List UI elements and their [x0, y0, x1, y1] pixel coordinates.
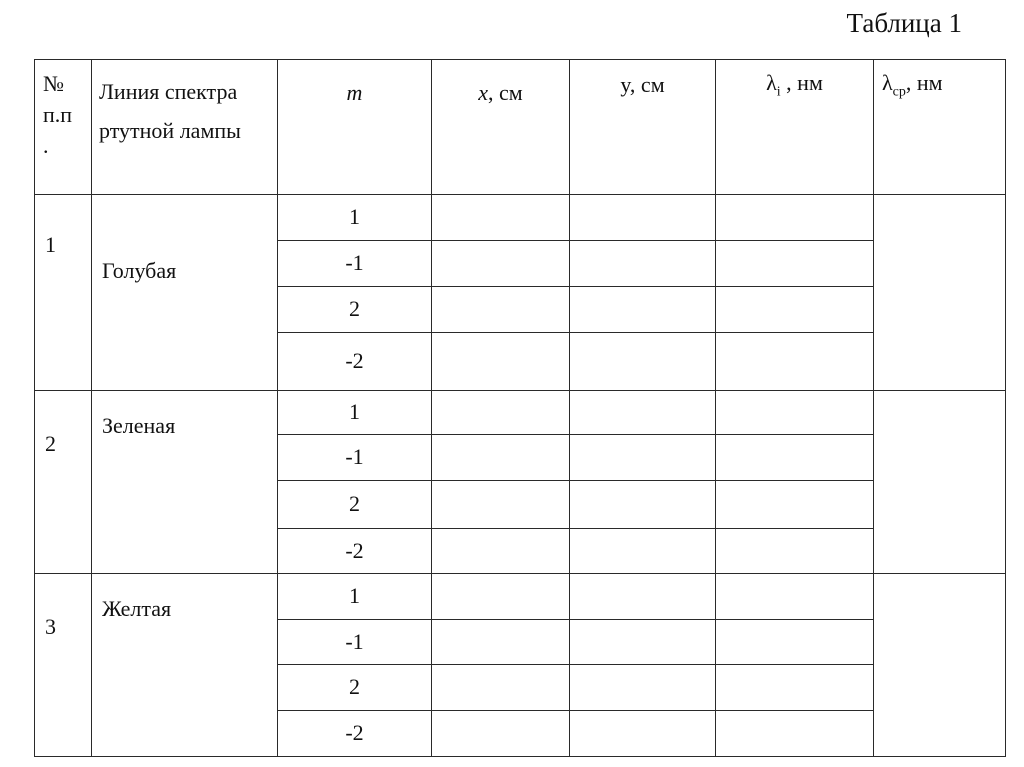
row-number-2: 2: [35, 391, 92, 574]
x-cell: [432, 391, 570, 435]
header-number-line1: №: [43, 71, 64, 96]
x-cell: [432, 241, 570, 287]
header-number-line3: .: [43, 133, 49, 158]
lambda-i-cell: [716, 620, 874, 665]
y-cell: [570, 574, 716, 620]
header-x-var: x: [478, 80, 489, 105]
m-value: -2: [278, 333, 432, 391]
m-value: 2: [278, 665, 432, 711]
lambda-i-cell: [716, 529, 874, 574]
x-cell: [432, 711, 570, 757]
y-cell: [570, 665, 716, 711]
x-cell: [432, 435, 570, 481]
header-number: [35, 60, 92, 195]
x-cell: [432, 481, 570, 529]
lambda-i-cell: [716, 241, 874, 287]
header-lambda-cp-sub: ср: [892, 84, 906, 100]
row-name-2: Зеленая: [92, 391, 278, 574]
m-value: 1: [278, 391, 432, 435]
header-spectrum-line: [92, 60, 278, 195]
header-lambda-i-unit: , нм: [780, 70, 823, 95]
header-m: [278, 60, 432, 195]
m-value: -1: [278, 435, 432, 481]
m-value: 2: [278, 481, 432, 529]
m-value: -1: [278, 620, 432, 665]
header-y-label: y, см: [620, 72, 665, 97]
header-x-unit: , см: [488, 80, 523, 105]
lambda-i-cell: [716, 665, 874, 711]
header-lambda-i: [716, 60, 874, 195]
header-lambda-cp-symbol: λ: [882, 70, 893, 95]
y-cell: [570, 195, 716, 241]
m-value: 2: [278, 287, 432, 333]
y-cell: [570, 391, 716, 435]
table-row: [35, 195, 1006, 241]
lambda-i-cell: [716, 574, 874, 620]
row-number-3: 3: [35, 574, 92, 757]
m-value: 1: [278, 195, 432, 241]
x-cell: [432, 574, 570, 620]
y-cell: [570, 529, 716, 574]
m-value: -2: [278, 529, 432, 574]
x-cell: [432, 287, 570, 333]
header-lambda-i-symbol: λ: [766, 70, 777, 95]
x-cell: [432, 529, 570, 574]
lambda-cp-cell: [874, 391, 1006, 574]
lambda-i-cell: [716, 435, 874, 481]
x-cell: [432, 620, 570, 665]
lambda-i-cell: [716, 287, 874, 333]
x-cell: [432, 195, 570, 241]
lambda-i-cell: [716, 481, 874, 529]
y-cell: [570, 333, 716, 391]
lambda-i-cell: [716, 195, 874, 241]
lambda-cp-cell: [874, 574, 1006, 757]
m-value: -2: [278, 711, 432, 757]
y-cell: [570, 711, 716, 757]
lambda-cp-cell: [874, 195, 1006, 391]
row-name-3: Желтая: [92, 574, 278, 757]
lambda-i-cell: [716, 391, 874, 435]
table-caption: Таблица 1: [846, 8, 962, 38]
header-number-line2: п.п: [43, 102, 73, 127]
header-lambda-cp-unit: , нм: [905, 70, 943, 95]
table-row: [35, 391, 1006, 435]
header-lambda-cp: [874, 60, 1006, 195]
row-number-1: 1: [35, 195, 92, 391]
table-row: [35, 574, 1006, 620]
header-m-label: m: [346, 80, 363, 105]
y-cell: [570, 435, 716, 481]
row-name-1: Голубая: [92, 195, 278, 391]
x-cell: [432, 665, 570, 711]
measurement-table: [34, 59, 1006, 757]
header-row: [35, 60, 1006, 195]
y-cell: [570, 620, 716, 665]
y-cell: [570, 481, 716, 529]
header-spectrum-line2: ртутной лампы: [99, 118, 241, 143]
x-cell: [432, 333, 570, 391]
m-value: -1: [278, 241, 432, 287]
y-cell: [570, 287, 716, 333]
lambda-i-cell: [716, 333, 874, 391]
header-lambda-i-sub: i: [776, 84, 781, 100]
lambda-i-cell: [716, 711, 874, 757]
header-y: [570, 60, 716, 195]
y-cell: [570, 241, 716, 287]
header-x: [432, 60, 570, 195]
m-value: 1: [278, 574, 432, 620]
header-spectrum-line1: Линия спектра: [99, 79, 238, 104]
